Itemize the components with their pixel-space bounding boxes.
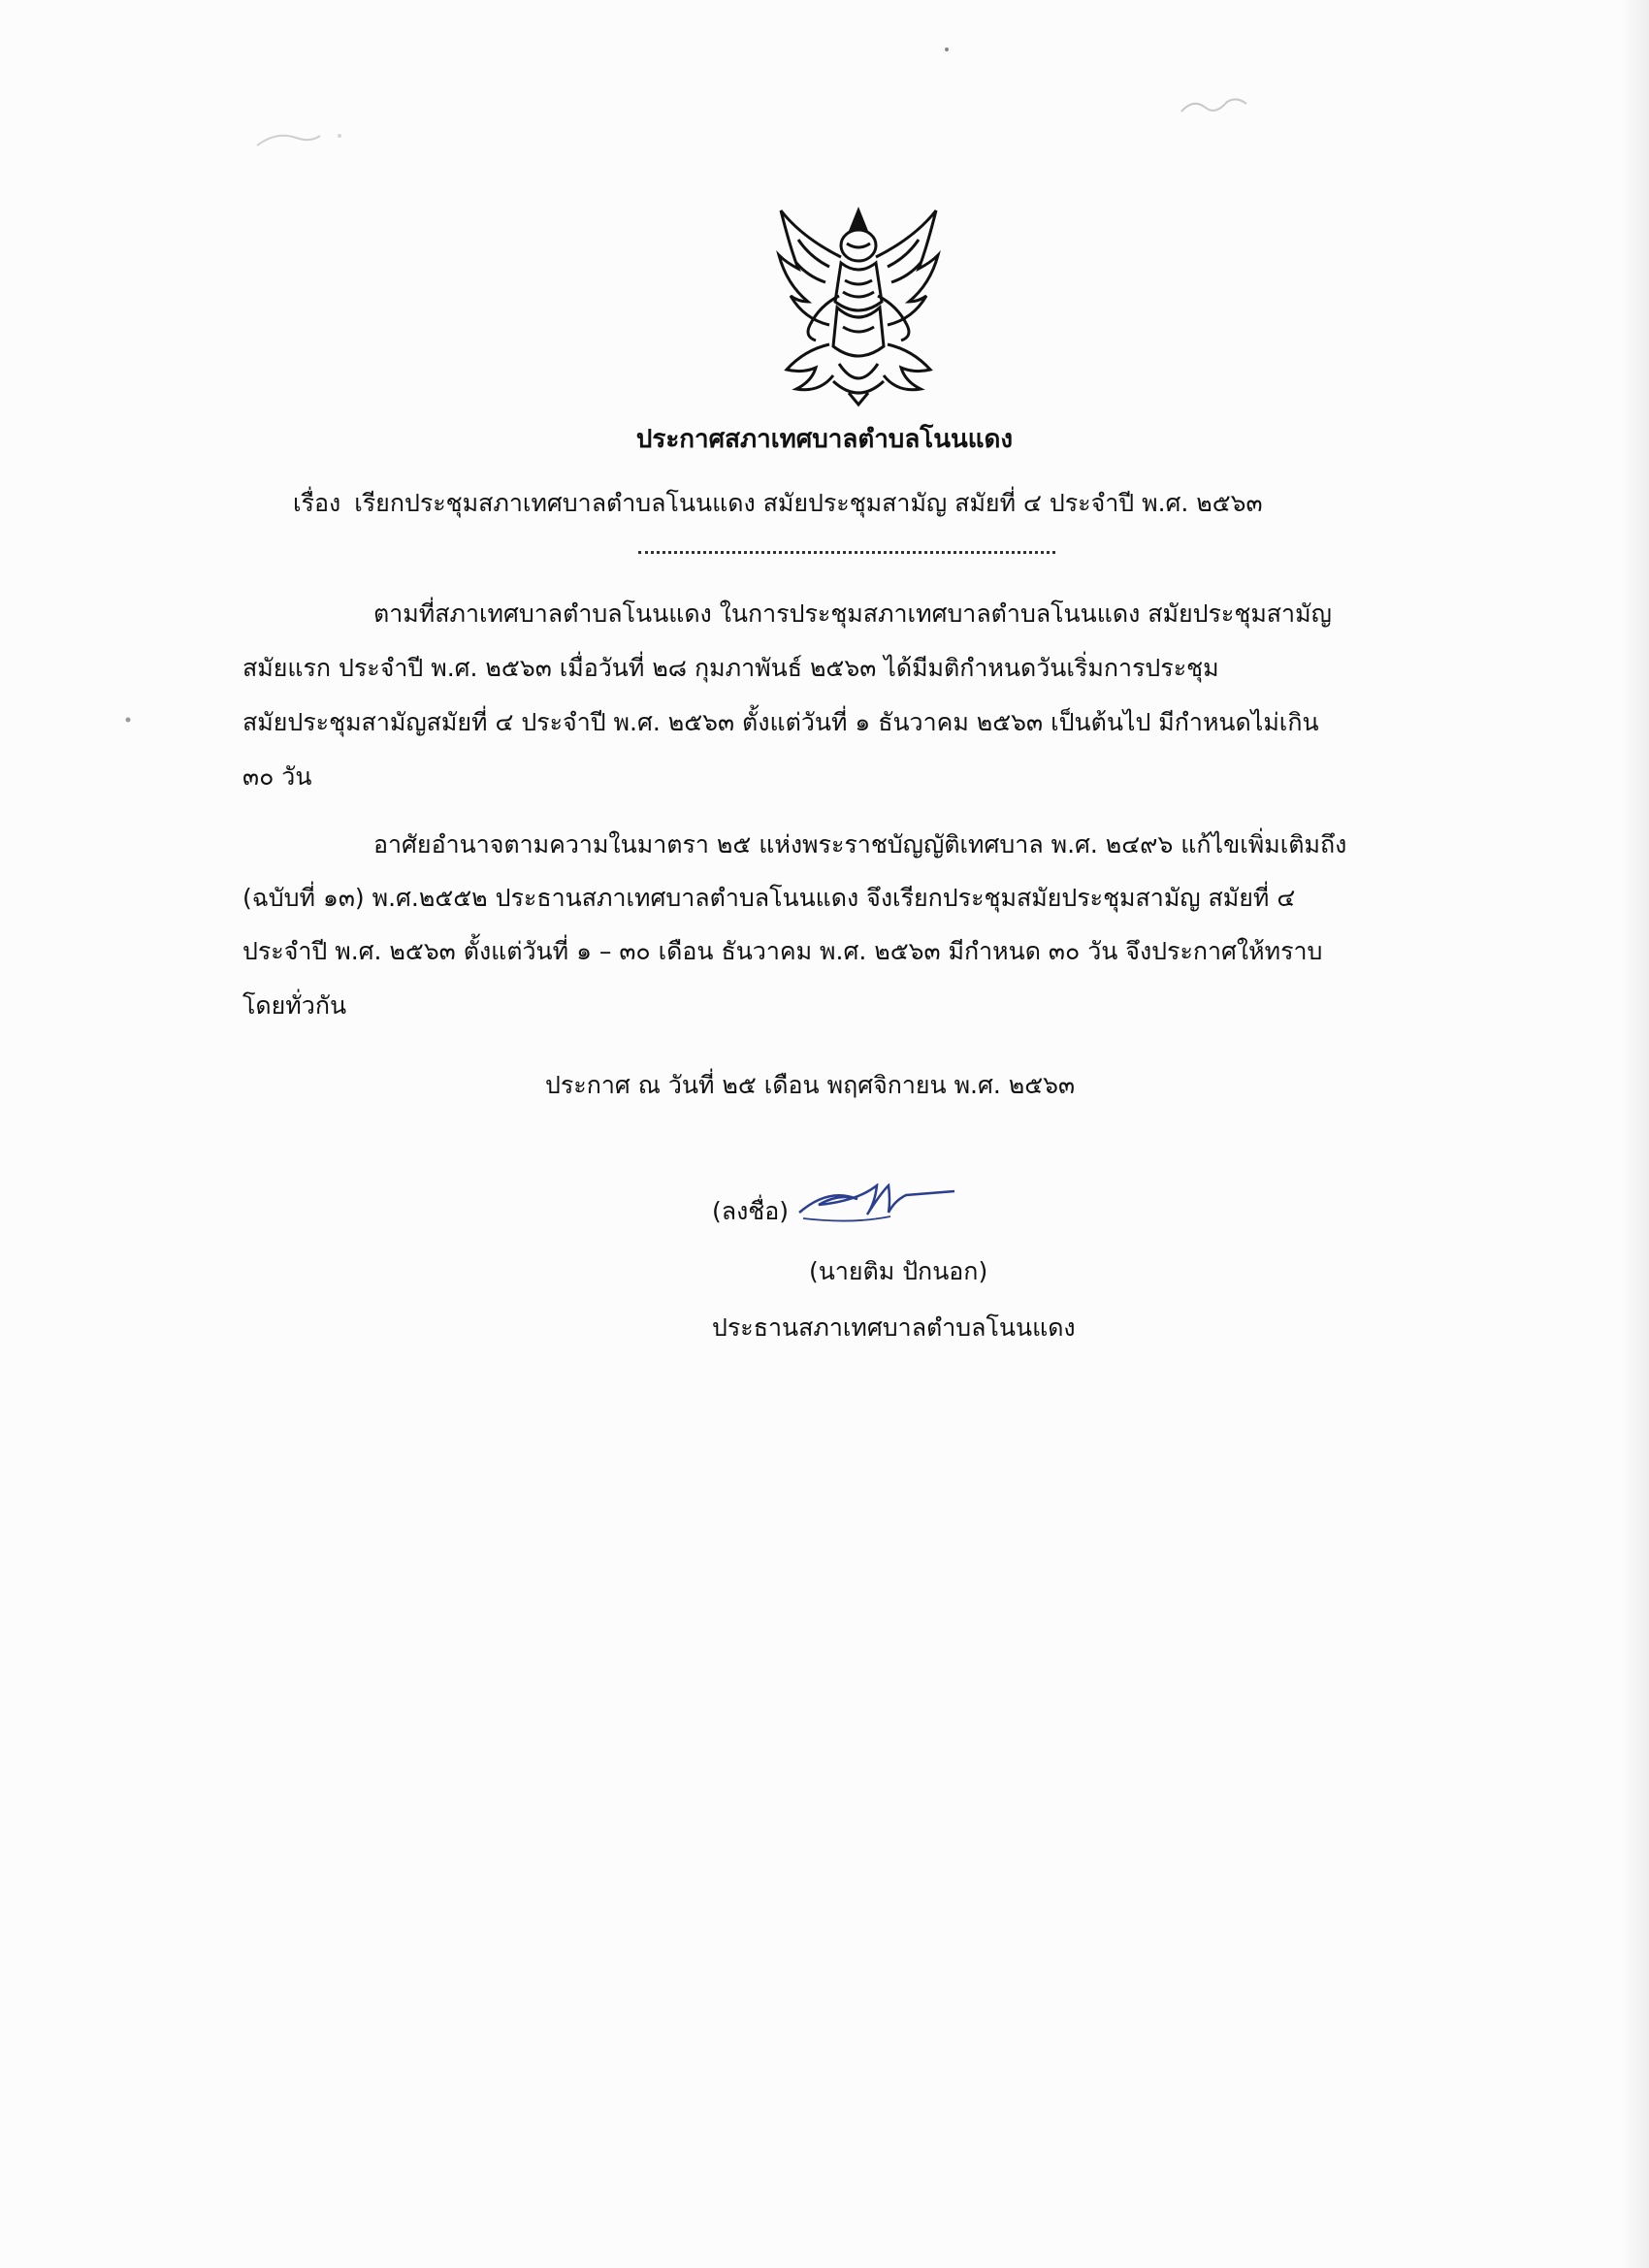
scan-mark-left (247, 116, 354, 155)
paragraph2-line3: ประจำปี พ.ศ. ๒๕๖๓ ตั้งแต่วันที่ ๑ – ๓๐ เดือน ธันวาคม พ.ศ. ๒๕๖๓ มีกำหนด ๓๐ วัน จึงประกาศให้ทราบ (242, 937, 1323, 965)
paragraph1-line1: ตามที่สภาเทศบาลตำบลโนนแดง ในการประชุมสภาเทศบาลตำบลโนนแดง สมัยประชุมสามัญ (373, 599, 1332, 628)
paragraph2-line1: อาศัยอำนาจตามความในมาตรา ๒๕ แห่งพระราชบัญญัติเทศบาล พ.ศ. ๒๔๙๖ แก้ไขเพิ่มเติมถึง (373, 830, 1347, 859)
signer-name: (นายติม ปักนอก) (809, 1257, 988, 1285)
handwritten-signature (793, 1183, 978, 1232)
subject-text: เรียกประชุมสภาเทศบาลตำบลโนนแดง สมัยประชุมสามัญ สมัยที่ ๔ ประจำปี พ.ศ. ๒๕๖๓ (354, 489, 1263, 517)
paragraph1-line4: ๓๐ วัน (242, 762, 312, 791)
subject-line (293, 491, 1263, 515)
paragraph1-line2: สมัยแรก ประจำปี พ.ศ. ๒๕๖๓ เมื่อวันที่ ๒๘ กุมภาพันธ์ ๒๕๖๓ ได้มีมติกำหนดวันเริ่มการประชุม (242, 654, 1219, 682)
signed-label: (ลงชื่อ) (712, 1197, 790, 1225)
scan-dot (124, 716, 132, 724)
date-line: ประกาศ ณ วันที่ ๒๕ เดือน พฤศจิกายน พ.ศ. ๒๕๖๓ (545, 1071, 1076, 1099)
scan-mark-right (1174, 87, 1261, 126)
scan-dot-top (944, 47, 950, 52)
announcement-title: ประกาศสภาเทศบาลตำบลโนนแดง (635, 425, 1014, 454)
paragraph2-line2: (ฉบับที่ ๑๓) พ.ศ.๒๕๕๒ ประธานสภาเทศบาลตำบลโนนแดง จึงเรียกประชุมสมัยประชุมสามัญ สมัยที่ ๔ (242, 884, 1296, 912)
paragraph2-line4: โดยทั่วกัน (242, 991, 347, 1020)
scan-edge-shadow (1620, 0, 1649, 2268)
signer-position: ประธานสภาเทศบาลตำบลโนนแดง (712, 1313, 1076, 1342)
paragraph1-line3: สมัยประชุมสามัญสมัยที่ ๔ ประจำปี พ.ศ. ๒๕๖๓ ตั้งแต่วันที่ ๑ ธันวาคม ๒๕๖๓ เป็นต้นไป มีกำหนดไม่เกิน (242, 708, 1319, 736)
subject-label: เรื่อง (293, 489, 341, 517)
dotted-divider (638, 551, 1055, 554)
garuda-emblem-icon (761, 199, 955, 407)
